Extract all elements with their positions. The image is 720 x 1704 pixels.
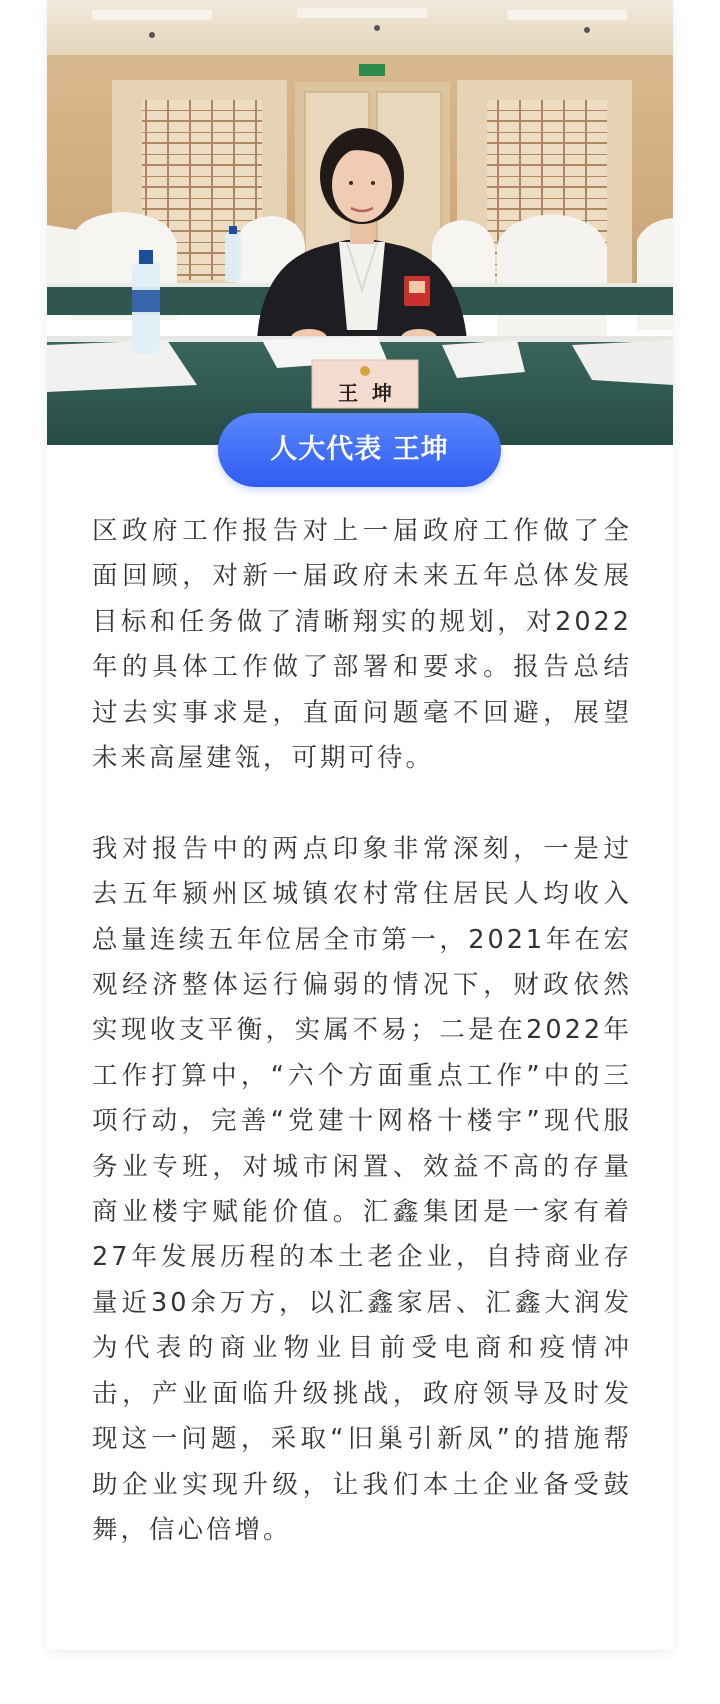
photo-illustration xyxy=(47,0,673,445)
article-body xyxy=(92,509,632,1553)
representative-photo xyxy=(47,0,673,445)
paragraph: 区政府工作报告对上一届政府工作做了全面回顾，对新一届政府未来五年总体发展目标和任务做了清晰翔实的规划，对2022年的具体工作做了部署和要求。报告总结过去实事求是，直面问题毫不回避，展望未来高屋建瓴，可期可待。 xyxy=(92,516,632,774)
paragraph: 我对报告中的两点印象非常深刻，一是过去五年颍州区城镇农村常住居民人均收入总量连续五年位居全市第一，2021年在宏观经济整体运行偏弱的情况下，财政依然实现收支平衡，实属不易；二是在2022年工作打算中，“六个方面重点工作”中的三项行动，完善“党建十网格十楼宇”现代服务业专班，对城市闲置、效益不高的存量商业楼宇赋能价值。汇鑫集团是一家有着27年发展历程的本土老企业，自持商业存量近30余万方，以汇鑫家居、汇鑫大润发为代表的商业物业目前受电商和疫情冲击，产业面临升级挑战，政府领导及时发现这一问题，采取“旧巢引新凤”的措施帮助企业实现升级，让我们本土企业备受鼓舞，信心倍增。 xyxy=(92,833,632,1545)
representative-caption: 人大代表 王坤 xyxy=(218,413,501,487)
nameplate-text: 王 坤 xyxy=(338,381,392,405)
article-card xyxy=(47,0,673,1650)
